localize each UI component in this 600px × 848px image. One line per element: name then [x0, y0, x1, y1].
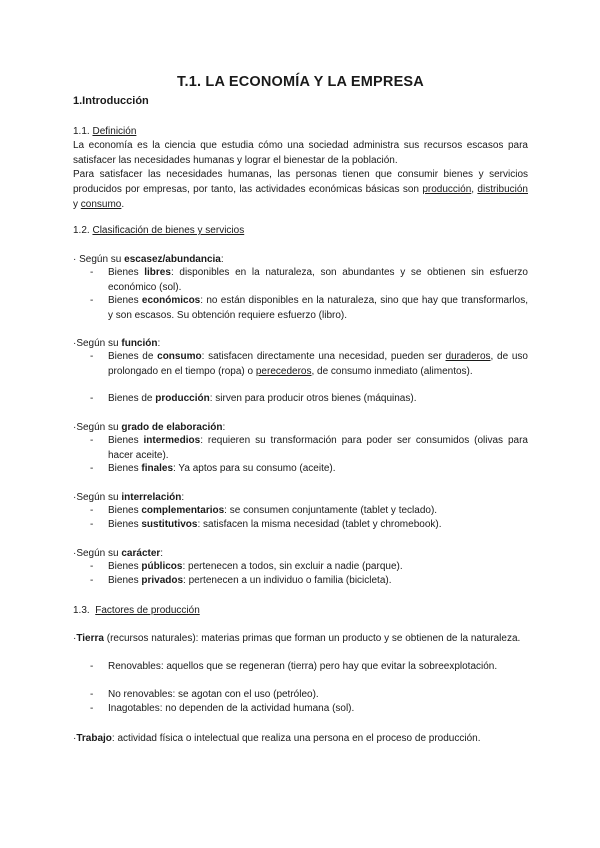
group-function-heading: ·Según su función: — [73, 338, 161, 349]
list-item: - Bienes públicos: pertenecen a todos, sin excluir a nadie (parque). — [90, 561, 403, 572]
definition-paragraph: La economía es la ciencia que estudia cómo una sociedad administra sus recursos escasos para satisfacer las necesidades humanas y lograr el bienestar de la población. — [73, 140, 528, 166]
activities-paragraph: Para satisfacer las necesidades humanas, las personas tienen que consumir bienes y servicios producidos por empresas, por tanto, las actividades económicas básicas son producción, distribución y consumo. — [73, 169, 528, 210]
section-1-3-heading: 1.3. Factores de producción — [73, 605, 200, 616]
group-scarcity-heading: · Según su escasez/abundancia: — [73, 254, 224, 265]
list-item: - Bienes complementarios: se consumen conjuntamente (tablet y teclado). — [90, 505, 438, 516]
document-title: T.1. LA ECONOMÍA Y LA EMPRESA — [177, 74, 424, 90]
list-item: - Bienes económicos: no están disponibles en la naturaleza, sino que hay que transformarlos, y son escasos. Su obtención requiere esfuerzo (libro). — [90, 295, 528, 321]
list-item: - Bienes sustitutivos: satisfacen la misma necesidad (tablet y chromebook). — [90, 519, 442, 530]
section-1-1-heading: 1.1. Definición — [73, 126, 137, 137]
group-interrelation-heading: ·Según su interrelación: — [73, 492, 185, 503]
list-item: - Inagotables: no dependen de la actividad humana (sol). — [90, 703, 355, 714]
list-item: - Bienes libres: disponibles en la naturaleza, son abundantes y se obtienen sin esfuerzo económico (sol). — [90, 267, 528, 293]
list-item: - Bienes finales: Ya aptos para su consumo (aceite). — [90, 463, 336, 474]
list-item: - Bienes de producción: sirven para producir otros bienes (máquinas). — [90, 393, 417, 404]
factor-land-paragraph: ·Tierra (recursos naturales): materias primas que forman un producto y se obtienen de la naturaleza. — [73, 633, 521, 644]
list-item: - No renovables: se agotan con el uso (petróleo). — [90, 689, 319, 700]
group-elaboration-heading: ·Según su grado de elaboración: — [73, 422, 226, 433]
list-item: - Bienes privados: pertenecen a un individuo o familia (bicicleta). — [90, 575, 392, 586]
list-item: - Bienes intermedios: requieren su transformación para poder ser consumidos (olivas para hacer aceite). — [90, 435, 528, 461]
factor-labour-paragraph: ·Trabajo: actividad física o intelectual que realiza una persona en el proceso de producción. — [73, 733, 481, 744]
group-character-heading: ·Según su carácter: — [73, 548, 164, 559]
list-item: - Renovables: aquellos que se regeneran (tierra) pero hay que evitar la sobreexplotación. — [90, 661, 498, 672]
section-1-2-heading: 1.2. Clasificación de bienes y servicios — [73, 225, 245, 236]
list-item: - Bienes de consumo: satisfacen directamente una necesidad, pueden ser duraderos, de uso prolongado en el tiempo (ropa) o perecederos, de consumo inmediato (alimentos). — [90, 351, 528, 377]
intro-heading: 1.Introducción — [73, 95, 149, 107]
